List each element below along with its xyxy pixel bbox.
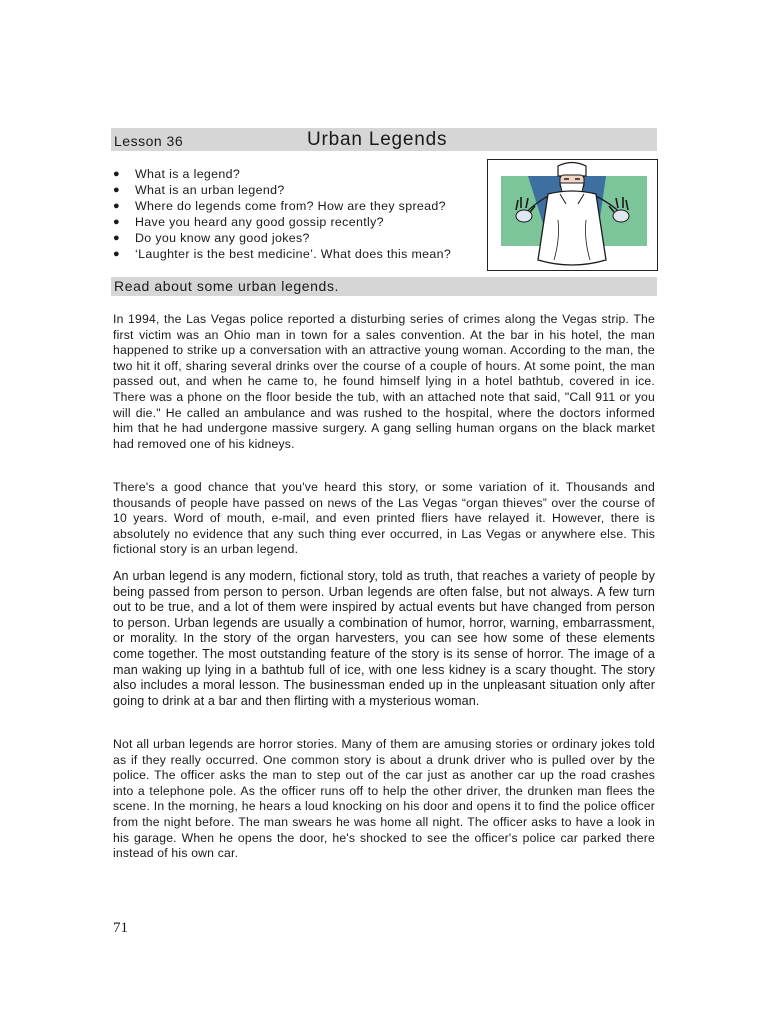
surgeon-illustration	[487, 159, 658, 271]
surgeon-icon	[488, 160, 657, 270]
question-item: ● Do you know any good jokes?	[113, 231, 310, 246]
question-item: ● What is an urban legend?	[113, 183, 285, 198]
page-number: 71	[113, 920, 128, 936]
section-heading-bar	[111, 277, 657, 296]
lesson-title: Urban Legends	[307, 129, 448, 150]
section-heading: Read about some urban legends.	[114, 278, 340, 294]
bullet-icon: ●	[113, 168, 120, 180]
lesson-number: Lesson 36	[114, 133, 184, 149]
question-item: ● What is a legend?	[113, 167, 241, 181]
bullet-icon: ●	[113, 248, 120, 261]
paragraph: In 1994, the Las Vegas police reported a disturbing series of crimes along the Vegas strip. The first victim was an Ohio man in town for a sales convention. At the bar in his hotel, the man happened to strike up a conversation with an attractive young woman. According to the man, the two hit it off, sharing several drinks over the course of a couple of hours. At some point, the man passed out, and when he came to, he found himself lying in a hotel bathtub, covered in ice. There was a phone on the floor beside the tub, with an attached note that said, "Call 911 or you will die." He called an ambulance and was rushed to the hospital, where the doctors informed him that he had undergone massive surgery. A gang selling human organs on the black market had removed one of his kidneys.	[113, 312, 655, 451]
question-item: ● Where do legends come from? How are they spread?	[113, 199, 446, 214]
bullet-icon: ●	[113, 184, 120, 197]
bullet-icon: ●	[113, 200, 120, 213]
lesson-header-bar	[111, 128, 657, 151]
bullet-icon: ●	[113, 216, 120, 229]
paragraph: Not all urban legends are horror stories. Many of them are amusing stories or ordinary jokes told as if they really occurred. One common story is about a drunk driver who is pulled over by the police. The officer asks the man to step out of the car just as another car up the road crashes into a telephone pole. As the officer runs off to help the other driver, the drunken man flees the scene. In the morning, he hears a loud knocking on his door and opens it to find the police officer from the night before. The man swears he was home all night. The officer asks to have a look in his garage. When he opens the door, he's shocked to see the officer's police car parked there instead of his own car.	[113, 737, 655, 861]
question-item: ● ‘Laughter is the best medicine’. What does this mean?	[113, 247, 452, 262]
paragraph: An urban legend is any modern, fictional story, told as truth, that reaches a variety of people by being passed from person to person. Urban legends are often false, but not always. A few turn out to be true, and a lot of them were inspired by actual events but have changed from person to person. Urban legends are usually a combination of humor, horror, warning, embarrassment, or morality. In the story of the organ harvesters, you can see how some of these elements come together. The most outstanding feature of the story is its sense of horror. The image of a man waking up lying in a bathtub full of ice, with one less kidney is a scary thought. The story also includes a moral lesson. The businessman ended up in the unpleasant situation only after going to drink at a bar and then flirting with a mysterious woman.	[113, 569, 655, 708]
bullet-icon: ●	[113, 232, 120, 245]
paragraph: There's a good chance that you've heard this story, or some variation of it. Thousands and thousands of people have passed on news of the Las Vegas “organ thieves” over the course of 10 years. Word of mouth, e-mail, and even printed fliers have relayed it. However, there is absolutely no evidence that any such thing ever occurred, in Las Vegas or anywhere else. This fictional story is an urban legend.	[113, 480, 655, 557]
question-item: ● Have you heard any good gossip recently?	[113, 215, 384, 230]
discussion-questions	[111, 166, 451, 263]
